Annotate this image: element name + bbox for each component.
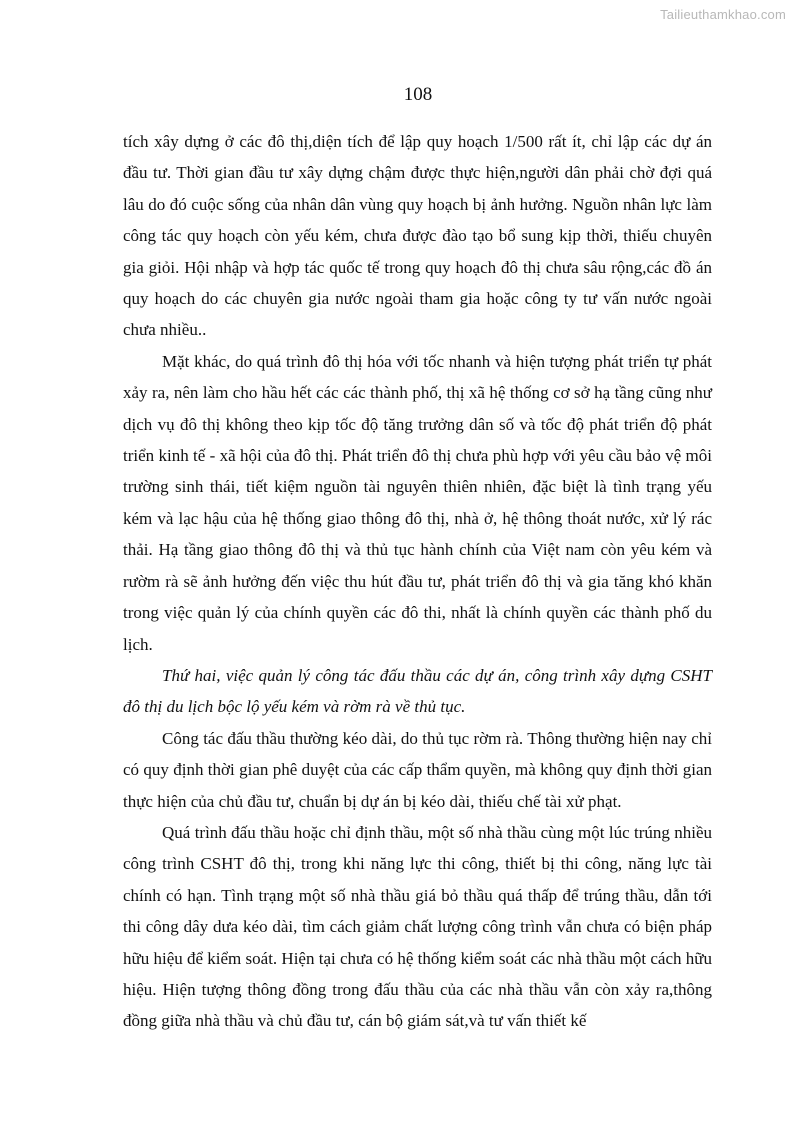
paragraph-continuation: tích xây dựng ở các đô thị,diện tích để lập quy hoạch 1/500 rất ít, chỉ lập các dự án đầu tư. Thời gian đầu tư xây dựng chậm được thực hiện,người dân phải chờ đợi quá lâu do đó cuộc sống của nhân dân vùng quy hoạch bị ảnh hưởng. Nguồn nhân lực làm công tác quy hoạch còn yếu kém, chưa được đào tạo bổ sung kịp thời, thiếu chuyên gia giỏi. Hội nhập và hợp tác quốc tế trong quy hoạch đô thị chưa sâu rộng,các đồ án quy hoạch do các chuyên gia nước ngoài tham gia hoặc công ty tư vấn nước ngoài chưa nhiều.. xyxy=(123,132,712,340)
paragraph-bidding-procedure: Công tác đấu thầu thường kéo dài, do thủ tục rờm rà. Thông thường hiện nay chỉ có quy định thời gian phê duyệt của các cấp thẩm quyền, mà không quy định thời gian thực hiện của chủ đầu tư, chuẩn bị dự án bị kéo dài, thiếu chế tài xử phạt. xyxy=(123,728,712,811)
page-number: 108 xyxy=(403,84,433,105)
watermark: Tailieuthamkhao.com xyxy=(660,7,786,22)
section-heading-italic: Thứ hai, việc quản lý công tác đấu thầu các dự án, công trình xây dựng CSHT đô thị du lịch bộc lộ yếu kém và rờm rà về thủ tục. xyxy=(123,665,712,717)
paragraph-urbanization: Mặt khác, do quá trình đô thị hóa với tốc nhanh và hiện tượng phát triển tự phát xảy ra, nên làm cho hầu hết các các thành phố, thị xã hệ thống cơ sở hạ tầng cũng như dịch vụ đô thị không theo kịp tốc độ tăng trưởng dân số và tốc độ phát triển độ phát triển kinh tế - xã hội của đô thị. Phát triển đô thị chưa phù hợp với yêu cầu bảo vệ môi trường sinh thái, tiết kiệm nguồn tài nguyên thiên nhiên, đặc biệt là tình trạng yếu kém và lạc hậu của hệ thống giao thông đô thị, nhà ở, hệ thông thoát nước, xử lý rác thải. Hạ tầng giao thông đô thị và thủ tục hành chính của Việt nam còn yêu kém và rườm rà sẽ ảnh hưởng đến việc thu hút đầu tư, phát triển đô thị và gia tăng khó khăn trong việc quản lý của chính quyền các đô thi, nhất là chính quyền các thành phố du lịch. xyxy=(123,351,712,654)
document-body xyxy=(123,126,712,1037)
paragraph-bidding-process: Quá trình đấu thầu hoặc chỉ định thầu, một số nhà thầu cùng một lúc trúng nhiều công trình CSHT đô thị, trong khi năng lực thi công, thiết bị thi công, năng lực tài chính có hạn. Tình trạng một số nhà thầu giá bỏ thầu quá thấp để trúng thầu, dẫn tới thi công dây dưa kéo dài, tìm cách giảm chất lượng công trình vẫn chưa có biện pháp hữu hiệu để kiểm soát. Hiện tại chưa có hệ thống kiểm soát các nhà thầu một cách hữu hiệu. Hiện tượng thông đồng trong đấu thầu của các nhà thầu vẫn còn xảy ra,thông đồng giữa nhà thầu và chủ đầu tư, cán bộ giám sát,và tư vấn thiết kế xyxy=(123,822,712,1031)
